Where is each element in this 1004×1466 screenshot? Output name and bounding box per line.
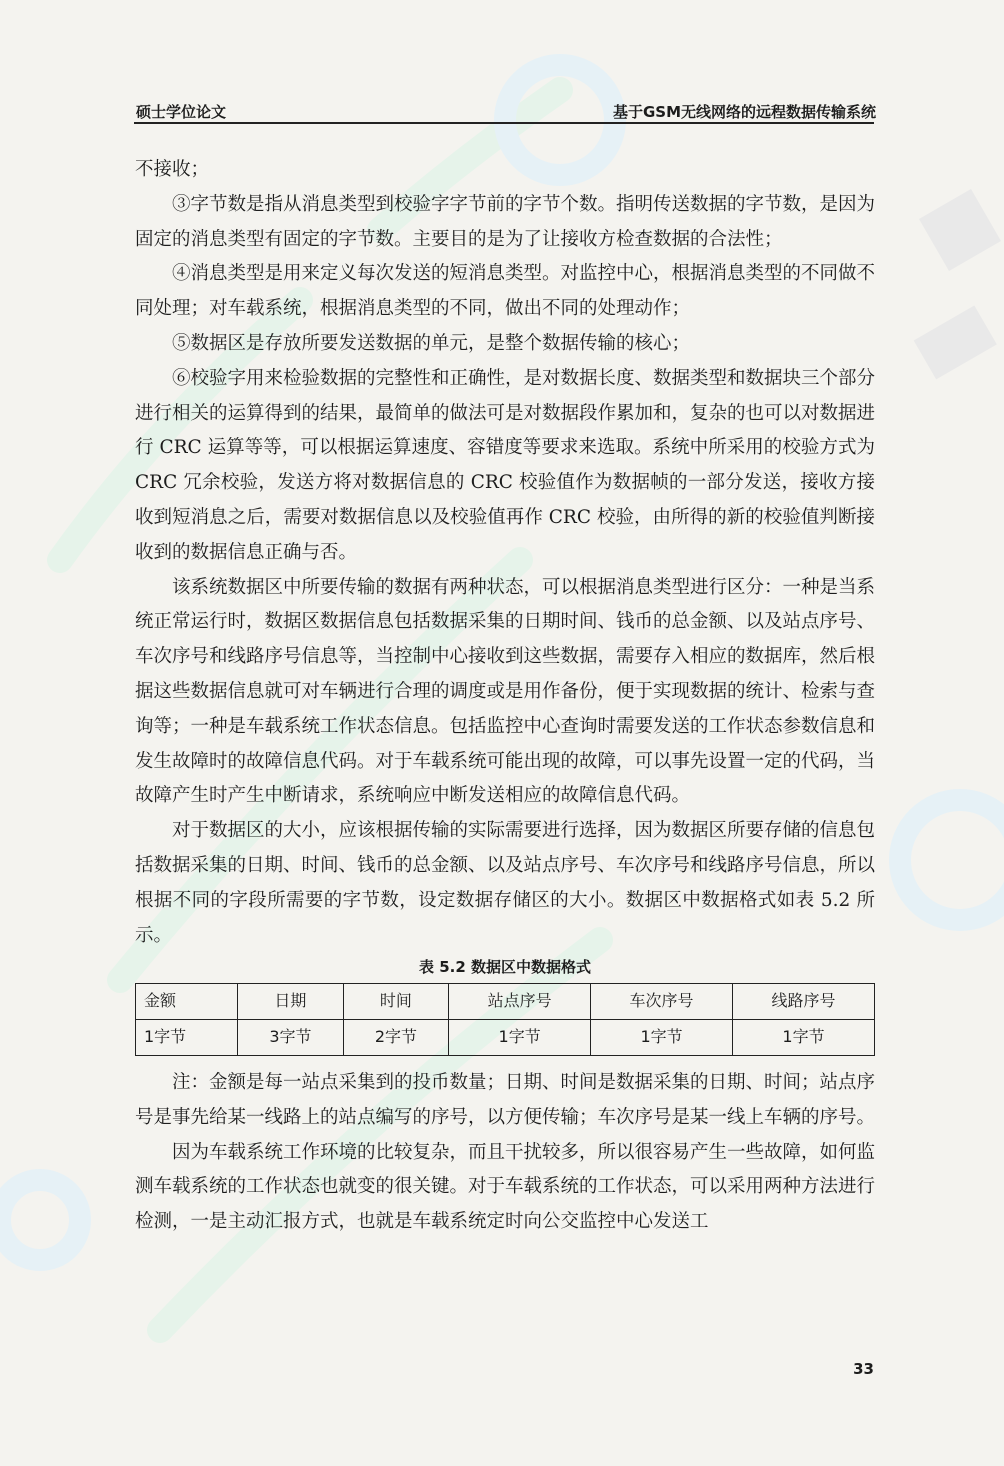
table-cell: 1字节 — [591, 1020, 733, 1056]
table-cell: 1字节 — [449, 1020, 591, 1056]
paragraph: 不接收； — [135, 159, 210, 180]
table-cell: 1字节 — [136, 1020, 238, 1056]
table-row — [136, 1020, 875, 1056]
table-note: 注：金额是每一站点采集到的投币数量；日期、时间是数据采集的日期、时间；站点序号是事先给某一线路上的站点编写的序号，以方便传输；车次序号是某一线上车辆的序号。 — [135, 1071, 876, 1128]
paragraph: 对于数据区的大小，应该根据传输的实际需要进行选择，因为数据区所要存储的信息包括数据采集的日期、时间、钱币的总金额、以及站点序号、车次序号和线路序号信息，所以根据不同的字段所需要的字节数，设定数据存储区的大小。数据区中数据格式如表 5.2 所示。 — [135, 820, 876, 946]
table-cell: 1字节 — [733, 1020, 875, 1056]
paragraph: ③字节数是指从消息类型到校验字字节前的字节个数。指明传送数据的字节数，是因为固定的消息类型有固定的字节数。主要目的是为了让接收方检查数据的合法性； — [135, 193, 876, 250]
table-header-row — [136, 984, 875, 1020]
running-header-left: 硕士学位论文 — [136, 103, 227, 121]
table-cell: 2字节 — [343, 1020, 449, 1056]
page-body — [135, 153, 875, 1240]
paragraph: ⑤数据区是存放所要发送数据的单元，是整个数据传输的核心； — [172, 332, 691, 354]
paragraph: 因为车载系统工作环境的比较复杂，而且干扰较多，所以很容易产生一些故障，如何监测车载系统的工作状态也就变的很关键。对于车载系统的工作状态，可以采用两种方法进行检测，一是主动汇报方式，也就是车载系统定时向公交监控中心发送工 — [135, 1141, 876, 1233]
table-header-cell: 时间 — [343, 984, 449, 1020]
table-header-cell: 车次序号 — [591, 984, 733, 1020]
paragraph: ⑥校验字用来检验数据的完整性和正确性，是对数据长度、数据类型和数据块三个部分进行相关的运算得到的结果，最简单的做法可是对数据段作累加和，复杂的也可以对数据进行 CRC 运算等等，可以根据运算速度、容错度等要求来选取。系统中所采用的校验方式为 CRC 冗余校验，发送方将对数据信息的 CRC 校验值作为数据帧的一部分发送，接收方接收到短消息之后，需要对数据信息以及校验值再作 CRC 校验，由所得的新的校验值判断接收到的数据信息正确与否。 — [135, 367, 876, 563]
table-cell: 3字节 — [238, 1020, 344, 1056]
paragraph: ④消息类型是用来定义每次发送的短消息类型。对监控中心，根据消息类型的不同做不同处理；对车载系统，根据消息类型的不同，做出不同的处理动作； — [135, 263, 876, 320]
running-header-right: 基于GSM无线网络的远程数据传输系统 — [612, 103, 876, 121]
table-header-cell: 线路序号 — [733, 984, 875, 1020]
table-caption: 表 5.2 数据区中数据格式 — [418, 958, 592, 977]
paragraph: 该系统数据区中所要传输的数据有两种状态，可以根据消息类型进行区分：一种是当系统正常运行时，数据区数据信息包括数据采集的日期时间、钱币的总金额、以及站点序号、车次序号和线路序号信息等，当控制中心接收到这些数据，需要存入相应的数据库，然后根据这些数据信息就可对车辆进行合理的调度或是用作备份，便于实现数据的统计、检索与查询等；一种是车载系统工作状态信息。包括监控中心查询时需要发送的工作状态参数信息和发生故障时的故障信息代码。对于车载系统可能出现的故障，可以事先设置一定的代码，当故障产生时产生中断请求，系统响应中断发送相应的故障信息代码。 — [135, 576, 876, 807]
header-rule — [134, 122, 874, 124]
table-header-cell: 站点序号 — [449, 984, 591, 1020]
table-header-cell: 金额 — [136, 984, 238, 1020]
page-number: 33 — [853, 1360, 874, 1378]
table-header-cell: 日期 — [238, 984, 344, 1020]
data-format-table — [135, 983, 875, 1056]
